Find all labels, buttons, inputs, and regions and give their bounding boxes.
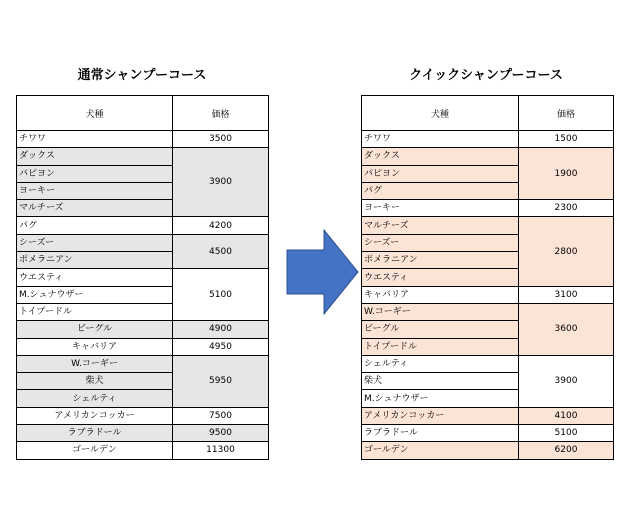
breed-cell: マルチーズ	[362, 217, 519, 234]
breed-cell: チワワ	[362, 131, 519, 148]
breed-cell: ポメラニアン	[17, 252, 173, 269]
breed-cell: W.コーギー	[362, 303, 519, 320]
breed-cell: ゴールデン	[362, 442, 519, 459]
price-cell: 2800	[519, 217, 614, 286]
breed-cell: シェルティ	[17, 390, 173, 407]
table-row	[362, 200, 614, 217]
table-row	[17, 442, 269, 459]
breed-cell: ヨーキー	[17, 182, 173, 199]
table-row	[362, 303, 614, 320]
table-row	[362, 407, 614, 424]
breed-cell: シーズー	[17, 234, 173, 251]
arrow-shape	[287, 230, 358, 314]
table-row	[362, 148, 614, 165]
price-cell: 9500	[173, 425, 269, 442]
price-cell: 1500	[519, 131, 614, 148]
price-cell: 5100	[173, 269, 269, 321]
header-price: 価格	[173, 96, 269, 131]
table-row	[362, 355, 614, 372]
breed-cell: パピヨン	[17, 165, 173, 182]
right-table-title: クイックシャンプーコース	[409, 68, 563, 83]
table-row	[17, 217, 269, 234]
breed-cell: トイプードル	[362, 338, 519, 355]
price-cell: 4950	[173, 338, 269, 355]
table-row	[362, 131, 614, 148]
price-cell: 6200	[519, 442, 614, 459]
breed-cell: ラブラドール	[362, 425, 519, 442]
table-row	[362, 425, 614, 442]
price-cell: 4200	[173, 217, 269, 234]
table-row	[17, 321, 269, 338]
breed-cell: ビーグル	[362, 321, 519, 338]
breed-cell: W.コーギー	[17, 355, 173, 372]
table-row	[362, 286, 614, 303]
breed-cell: シーズー	[362, 234, 519, 251]
table-row	[17, 148, 269, 165]
table-row	[17, 338, 269, 355]
quick-shampoo-table	[361, 95, 614, 460]
price-cell: 3600	[519, 303, 614, 355]
table-row	[17, 269, 269, 286]
breed-cell: パグ	[362, 182, 519, 199]
header-row	[362, 96, 614, 131]
table-row	[17, 355, 269, 372]
breed-cell: キャバリア	[362, 286, 519, 303]
breed-cell: チワワ	[17, 131, 173, 148]
breed-cell: アメリカンコッカー	[17, 407, 173, 424]
breed-cell: ダックス	[362, 148, 519, 165]
header-row	[17, 96, 269, 131]
right-arrow-icon	[286, 229, 360, 315]
price-cell: 5950	[173, 355, 269, 407]
header-breed: 犬種	[362, 96, 519, 131]
breed-cell: 柴犬	[362, 373, 519, 390]
table-row	[17, 425, 269, 442]
breed-cell: マルチーズ	[17, 200, 173, 217]
breed-cell: ビーグル	[17, 321, 173, 338]
price-cell: 3900	[173, 148, 269, 217]
breed-cell: ラブラドール	[17, 425, 173, 442]
breed-cell: ポメラニアン	[362, 252, 519, 269]
breed-cell: 柴犬	[17, 373, 173, 390]
breed-cell: アメリカンコッカー	[362, 407, 519, 424]
breed-cell: ウエスティ	[17, 269, 173, 286]
price-cell: 4500	[173, 234, 269, 269]
breed-cell: ダックス	[17, 148, 173, 165]
price-cell: 2300	[519, 200, 614, 217]
price-cell: 7500	[173, 407, 269, 424]
header-price: 価格	[519, 96, 614, 131]
right-table-body	[362, 131, 614, 460]
price-cell: 3900	[519, 355, 614, 407]
left-table-body	[17, 131, 269, 460]
breed-cell: ヨーキー	[362, 200, 519, 217]
breed-cell: トイプードル	[17, 303, 173, 320]
table-row	[17, 407, 269, 424]
table-row	[17, 131, 269, 148]
table-row	[362, 442, 614, 459]
breed-cell: ゴールデン	[17, 442, 173, 459]
breed-cell: M.シュナウザー	[362, 390, 519, 407]
price-cell: 3100	[519, 286, 614, 303]
breed-cell: キャバリア	[17, 338, 173, 355]
price-cell: 11300	[173, 442, 269, 459]
breed-cell: M.シュナウザー	[17, 286, 173, 303]
price-cell: 5100	[519, 425, 614, 442]
price-cell: 4100	[519, 407, 614, 424]
table-row	[362, 217, 614, 234]
breed-cell: ウエスティ	[362, 269, 519, 286]
breed-cell: シェルティ	[362, 355, 519, 372]
left-table-title: 通常シャンプーコース	[77, 68, 207, 83]
header-breed: 犬種	[17, 96, 173, 131]
table-row	[17, 234, 269, 251]
price-cell: 4900	[173, 321, 269, 338]
price-cell: 1900	[519, 148, 614, 200]
price-cell: 3500	[173, 131, 269, 148]
breed-cell: パピヨン	[362, 165, 519, 182]
breed-cell: パグ	[17, 217, 173, 234]
normal-shampoo-table	[16, 95, 269, 460]
